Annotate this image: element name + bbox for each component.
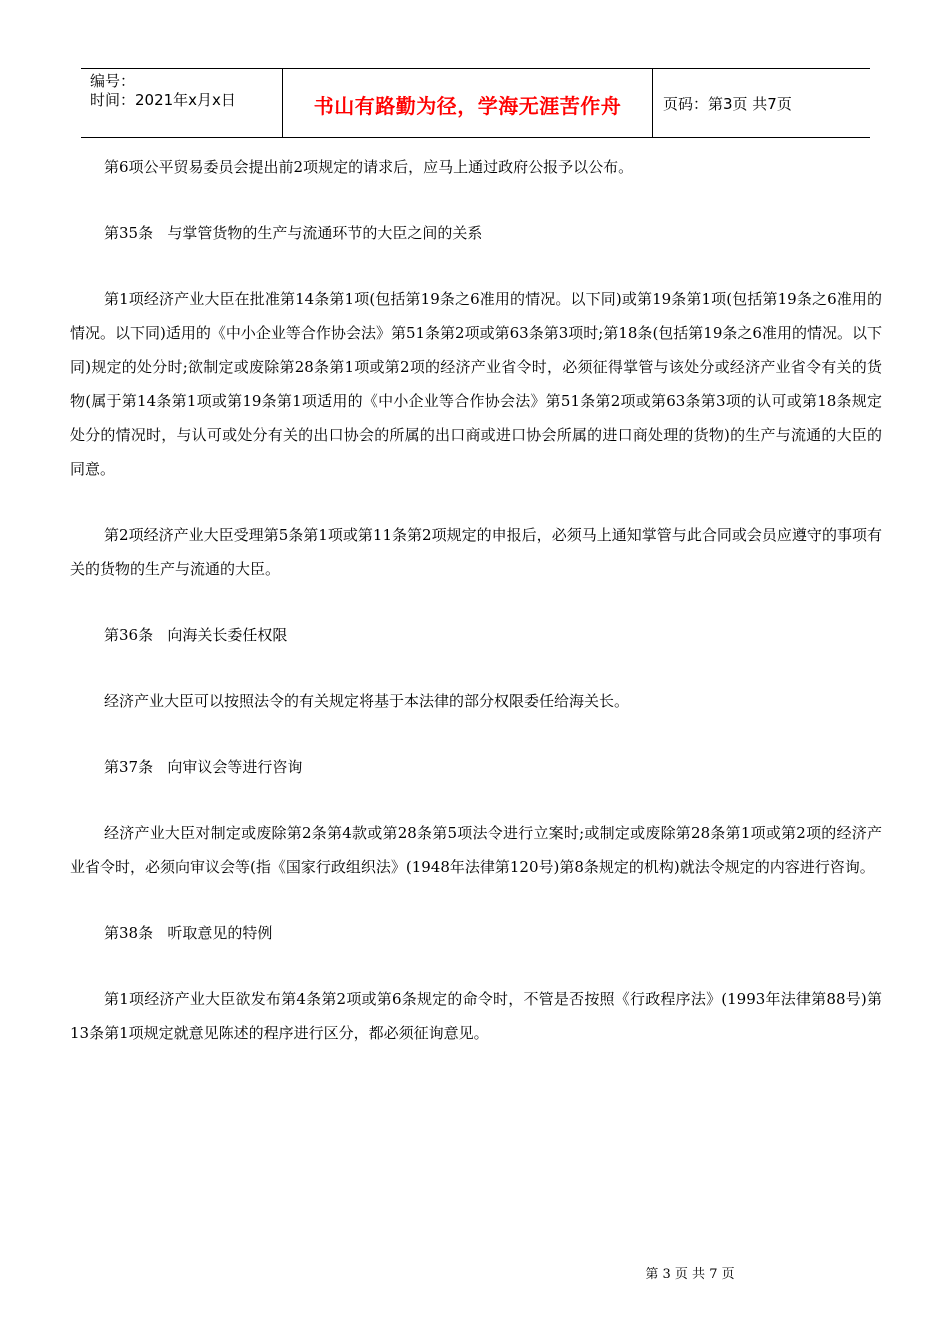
body-paragraph: 第1项经济产业大臣在批准第14条第1项(包括第19条之6准用的情况。以下同)或第19条第1项(包括第19条之6准用的情况。以下同)适用的《中小企业等合作协会法》第51条第2项或第63条第3项时;第18条(包括第19条之6准用的情况。以下同)规定的处分时;欲制定或废除第28条第1项或第2项的经济产业省令时，必须征得掌管与该处分或经济产业省令有关的货物(属于第14条第1项或第19条第1项适用的《中小企业等合作协会法》第51条第2项或第63条第3项的认可或第18条规定处分的情况时，与认可或处分有关的出口协会的所属的出口商或进口协会所属的进口商处理的货物)的生产与流通的大臣的同意。 [70, 290, 882, 478]
body-paragraph: 第2项经济产业大臣受理第5条第1项或第11条第2项规定的申报后，必须马上通知掌管与此合同或会员应遵守的事项有关的货物的生产与流通的大臣。 [70, 526, 882, 578]
document-time-label: 时间：2021年x月x日 [90, 91, 236, 109]
page-footer: 第 3 页 共 7 页 [645, 1267, 735, 1282]
header-page-indicator: 页码：第3页 共7页 [663, 94, 792, 113]
article-heading-38: 第38条 听取意见的特例 [104, 924, 273, 942]
body-paragraph: 第6项公平贸易委员会提出前2项规定的请求后，应马上通过政府公报予以公布。 [104, 158, 634, 176]
article-heading-37: 第37条 向审议会等进行咨询 [104, 758, 303, 776]
header-page-cell [653, 69, 870, 137]
body-paragraph: 经济产业大臣对制定或废除第2条第4款或第28条第5项法令进行立案时;或制定或废除第28条第1项或第2项的经济产业省令时，必须向审议会等(指《国家行政组织法》(1948年法律第120号)第8条规定的机构)就法令规定的内容进行咨询。 [70, 824, 882, 876]
header-info-cell [81, 69, 282, 137]
document-body [70, 150, 882, 1082]
document-number-label: 编号： [90, 72, 136, 90]
header-motto-cell [282, 69, 653, 137]
header-motto: 书山有路勤为径，学海无涯苦作舟 [313, 93, 622, 118]
article-heading-36: 第36条 向海关长委任权限 [104, 626, 288, 644]
body-paragraph: 第1项经济产业大臣欲发布第4条第2项或第6条规定的命令时，不管是否按照《行政程序法》(1993年法律第88号)第13条第1项规定就意见陈述的程序进行区分，都必须征询意见。 [70, 990, 882, 1042]
page-header [81, 68, 870, 138]
body-paragraph: 经济产业大臣可以按照法令的有关规定将基于本法律的部分权限委任给海关长。 [104, 692, 630, 710]
article-heading-35: 第35条 与掌管货物的生产与流通环节的大臣之间的关系 [104, 224, 483, 242]
